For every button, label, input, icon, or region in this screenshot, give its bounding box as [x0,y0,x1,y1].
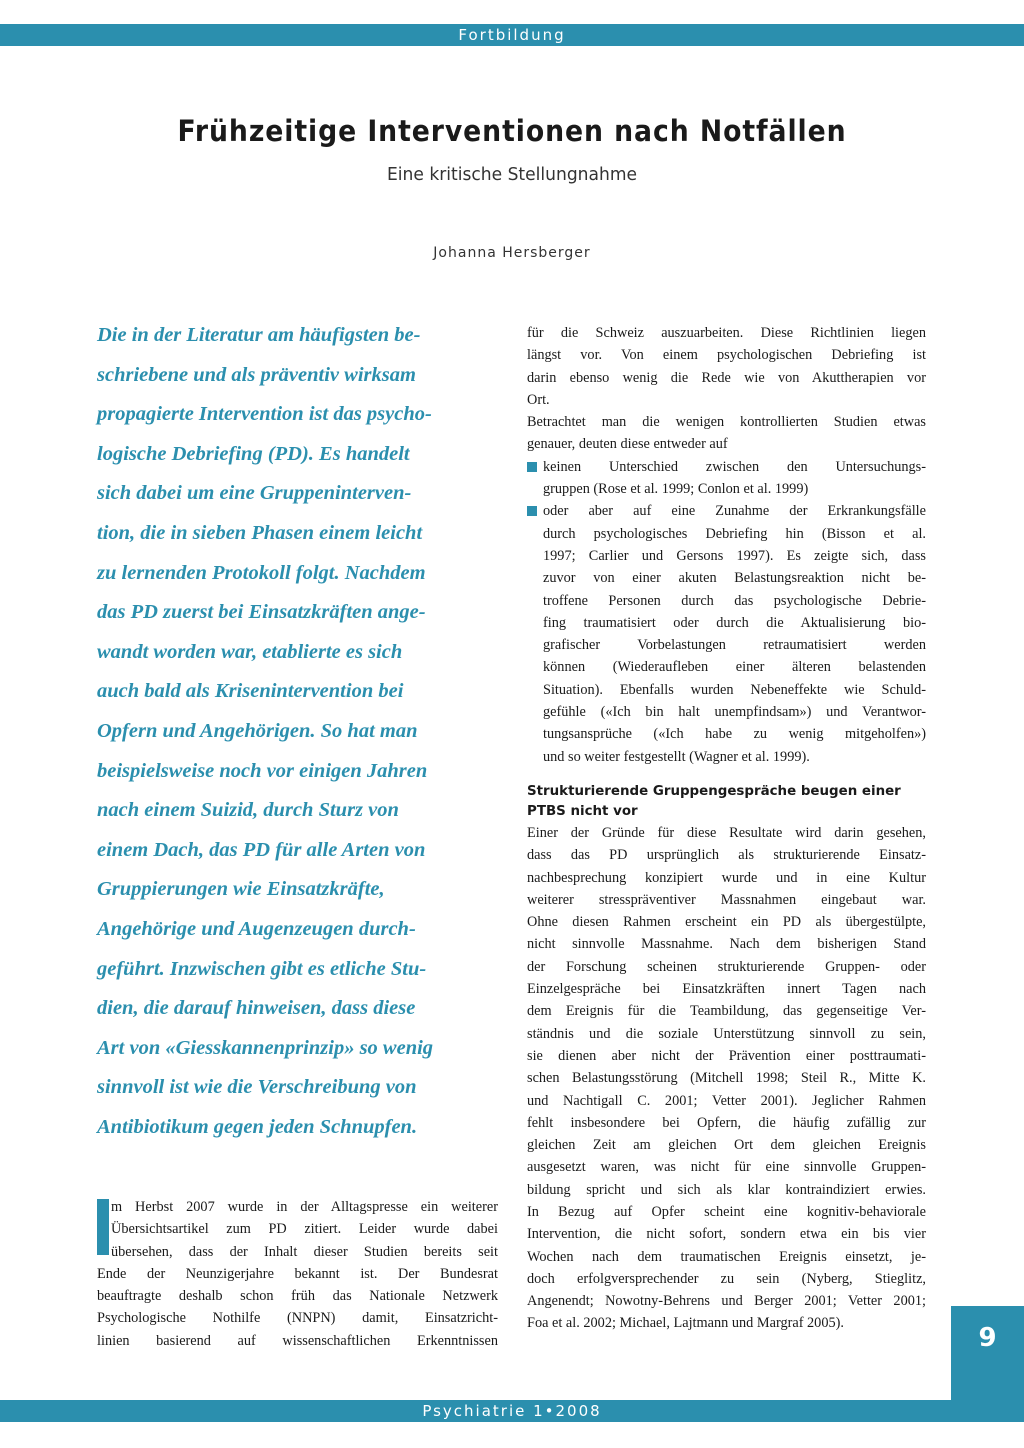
body-line: m Herbst 2007 wurde in der Alltagspresse ein weiterer [111,1199,498,1215]
abstract-line: einem Dach, das PD für alle Arten von [97,838,426,861]
body-line: beauftragte deshalb schon früh das Nationale Netzwerk [97,1288,498,1305]
bullet-text: können (Wiederaufleben einer älteren belastenden [543,659,926,676]
body-line: der Forschung scheinen strukturierende Gruppen- oder [527,958,926,975]
bullet-text: Situation). Ebenfalls wurden Nebeneffekte wie Schuld- [543,681,926,698]
body-line: für die Schweiz auszuarbeiten. Diese Richtlinien liegen [527,325,926,341]
bullet-text: zuvor von einer akuten Belastungsreaktion nicht be- [543,570,926,587]
body-line: gleichen Zeit am gleichen Ort dem gleichen Ereignis [527,1137,926,1154]
abstract-line: wandt worden war, etablierte es sich [97,640,403,663]
abstract-line: tion, die in sieben Phasen einem leicht [97,521,423,544]
body-line: und Nachtigall C. 2001; Vetter 2001). Jeglicher Rahmen [527,1092,926,1109]
abstract-line: beispielsweise noch vor einigen Jahren [97,759,428,782]
body-line: In Bezug auf Opfer scheint eine kognitiv-behaviorale [527,1203,926,1220]
bullet-text: fing traumatisiert oder durch die Aktualisierung bio- [543,614,926,631]
body-line: Foa et al. 2002; Michael, Lajtmann und Margraf 2005). [527,1315,844,1332]
abstract-line: Opfern und Angehörigen. So hat man [97,719,418,742]
body-line: schen Belastungsstörung (Mitchell 1998; Steil R., Mitte K. [527,1070,926,1087]
body-line: Ohne diesen Rahmen erscheint ein PD als übergestülpte, [527,914,926,931]
body-line: ausgesetzt waren, was nicht für eine sinnvolle Gruppen- [527,1159,926,1176]
abstract-line: schriebene und als präventiv wirksam [97,363,416,386]
abstract-line: auch bald als Krisenintervention bei [97,680,404,703]
article-subtitle: Eine kritische Stellungnahme [386,164,638,185]
bullet-square-icon [527,506,537,516]
bullet-continuation [527,590,926,612]
heading-line: Strukturierende Gruppengespräche beugen einer [527,783,901,799]
abstract-line: sinnvoll ist wie die Verschreibung von [97,1076,417,1099]
bullet-text: troffene Personen durch das psychologische Debrie- [543,592,926,609]
abstract-line: propagierte Intervention ist das psycho- [97,403,432,426]
section-heading [527,782,926,822]
body-line: weiterer stresspräventiver Massnahmen eingebaut war. [527,891,926,908]
bullet-text: tungsansprüche («Ich habe zu wenig mitgeholfen») [543,726,926,743]
body-line: Einer der Gründe für diese Resultate wird darin gesehen, [527,824,926,841]
journal-footer-bar [0,1400,1024,1422]
abstract-line: zu lernenden Protokoll folgt. Nachdem [97,561,426,584]
abstract-line: Antibiotikum gegen jeden Schnupfen. [97,1115,418,1138]
abstract-line: Gruppierungen wie Einsatzkräfte, [97,878,385,901]
body-line: Wochen nach dem traumatischen Ereignis einsetzt, je- [527,1248,926,1265]
right-column-text [527,322,926,1335]
bullet-continuation [527,746,926,768]
abstract-line: Die in der Literatur am häufigsten be- [97,324,421,346]
abstract-line: sich dabei um eine Gruppeninterven- [97,482,412,505]
body-line: dass das PD ursprünglich als strukturierende Einsatz- [527,847,926,864]
bullet-square-icon [527,462,537,472]
heading-line: PTBS nicht vor [527,803,638,819]
bullet-text: grafischer Vorbelastungen retraumatisiert werden [543,637,926,654]
article-title: Frühzeitige Interventionen nach Notfällen [177,114,847,148]
abstract-line: Art von «Giesskannenprinzip» so wenig [97,1036,434,1059]
body-line: genauer, deuten diese entweder auf [527,436,728,453]
body-line: Übersichtsartikel zum PD zitiert. Leider wurde dabei [111,1221,498,1238]
article-author: Johanna Hersberger [433,245,591,261]
page-number: 9 [978,1323,997,1353]
journal-label: Psychiatrie 1•2008 [422,1402,602,1420]
bullet-text: gruppen (Rose et al. 1999; Conlon et al. 1999) [543,481,809,498]
bullet-text: durch psychologisches Debriefing hin (Bisson et al. [543,525,926,542]
body-line: Betrachtet man die wenigen kontrollierten Studien etwas [527,414,926,431]
abstract-line: das PD zuerst bei Einsatzkräften ange- [97,601,426,624]
bullet-continuation [527,612,926,634]
body-line: dem Ereignis für die Teambildung, das gegenseitige Ver- [527,1003,926,1020]
body-line: bildung spricht und sich als klar kontraindiziert erwies. [527,1181,926,1198]
body-line: sie dienen aber nicht der Prävention einer posttraumati- [527,1047,926,1064]
bullet-continuation [527,523,926,545]
bullet-text: oder aber auf eine Zunahme der Erkrankungsfälle [543,503,926,520]
bullet-item [527,456,926,478]
bullet-continuation [527,478,926,500]
body-line: Einzelgespräche bei Einsatzkräften innert Tagen nach [527,981,926,998]
abstract [97,316,497,1147]
section-label: Fortbildung [458,26,566,44]
body-line: übersehen, dass der Inhalt dieser Studien bereits seit [111,1243,498,1260]
body-line: Ende der Neunzigerjahre bekannt ist. Der Bundesrat [97,1265,498,1282]
abstract-line: dien, die darauf hinweisen, dass diese [97,997,416,1020]
bullet-continuation [527,723,926,745]
body-line: doch erfolgversprechender zu sein (Nyberg, Stieglitz, [527,1270,926,1287]
bullet-text: gefühle («Ich bin halt unempfindsam») und Verantwor- [543,704,926,721]
body-line: nachbesprechung konzipiert wurde und in eine Kultur [527,869,926,886]
bullet-text: und so weiter festgestellt (Wagner et al. 1999). [543,748,810,765]
body-line: ständnis und die soziale Unterstützung sinnvoll zu sein, [527,1025,926,1042]
body-line: Psychologische Nothilfe (NNPN) damit, Einsatzricht- [97,1310,498,1327]
abstract-line: geführt. Inzwischen gibt es etliche Stu- [97,957,427,980]
section-header-bar [0,24,1024,46]
bullet-text: keinen Unterschied zwischen den Untersuchungs- [543,458,926,475]
bullet-continuation [527,679,926,701]
abstract-line: nach einem Suizid, durch Sturz von [97,799,399,822]
left-body-text [97,1196,498,1352]
page-number-tab [951,1306,1024,1400]
abstract-line: Angehörige und Augenzeugen durch- [97,917,416,940]
bullet-continuation [527,701,926,723]
bullet-continuation [527,567,926,589]
bullet-continuation [527,545,926,567]
body-line: Ort. [527,391,550,408]
bullet-continuation [527,634,926,656]
bullet-continuation [527,656,926,678]
bullet-item [527,500,926,522]
abstract-line: logische Debriefing (PD). Es handelt [97,442,410,465]
body-line: längst vor. Von einem psychologischen Debriefing ist [527,347,926,364]
body-line: linien basierend auf wissenschaftlichen Erkenntnissen [97,1332,498,1349]
body-line: darin ebenso wenig die Rede wie von Akuttherapien vor [527,369,926,386]
body-line: fehlt insbesondere bei Opfern, die häufig zufällig zur [527,1114,926,1131]
bullet-text: 1997; Carlier und Gersons 1997). Es zeigte sich, dass [543,547,926,564]
body-line: Angenendt; Nowotny-Behrens und Berger 2001; Vetter 2001; [527,1293,926,1310]
body-line: Intervention, die nicht sofort, sondern etwa ein bis vier [527,1226,926,1243]
body-line: nicht sinnvolle Massnahme. Nach dem bisherigen Stand [527,936,926,953]
